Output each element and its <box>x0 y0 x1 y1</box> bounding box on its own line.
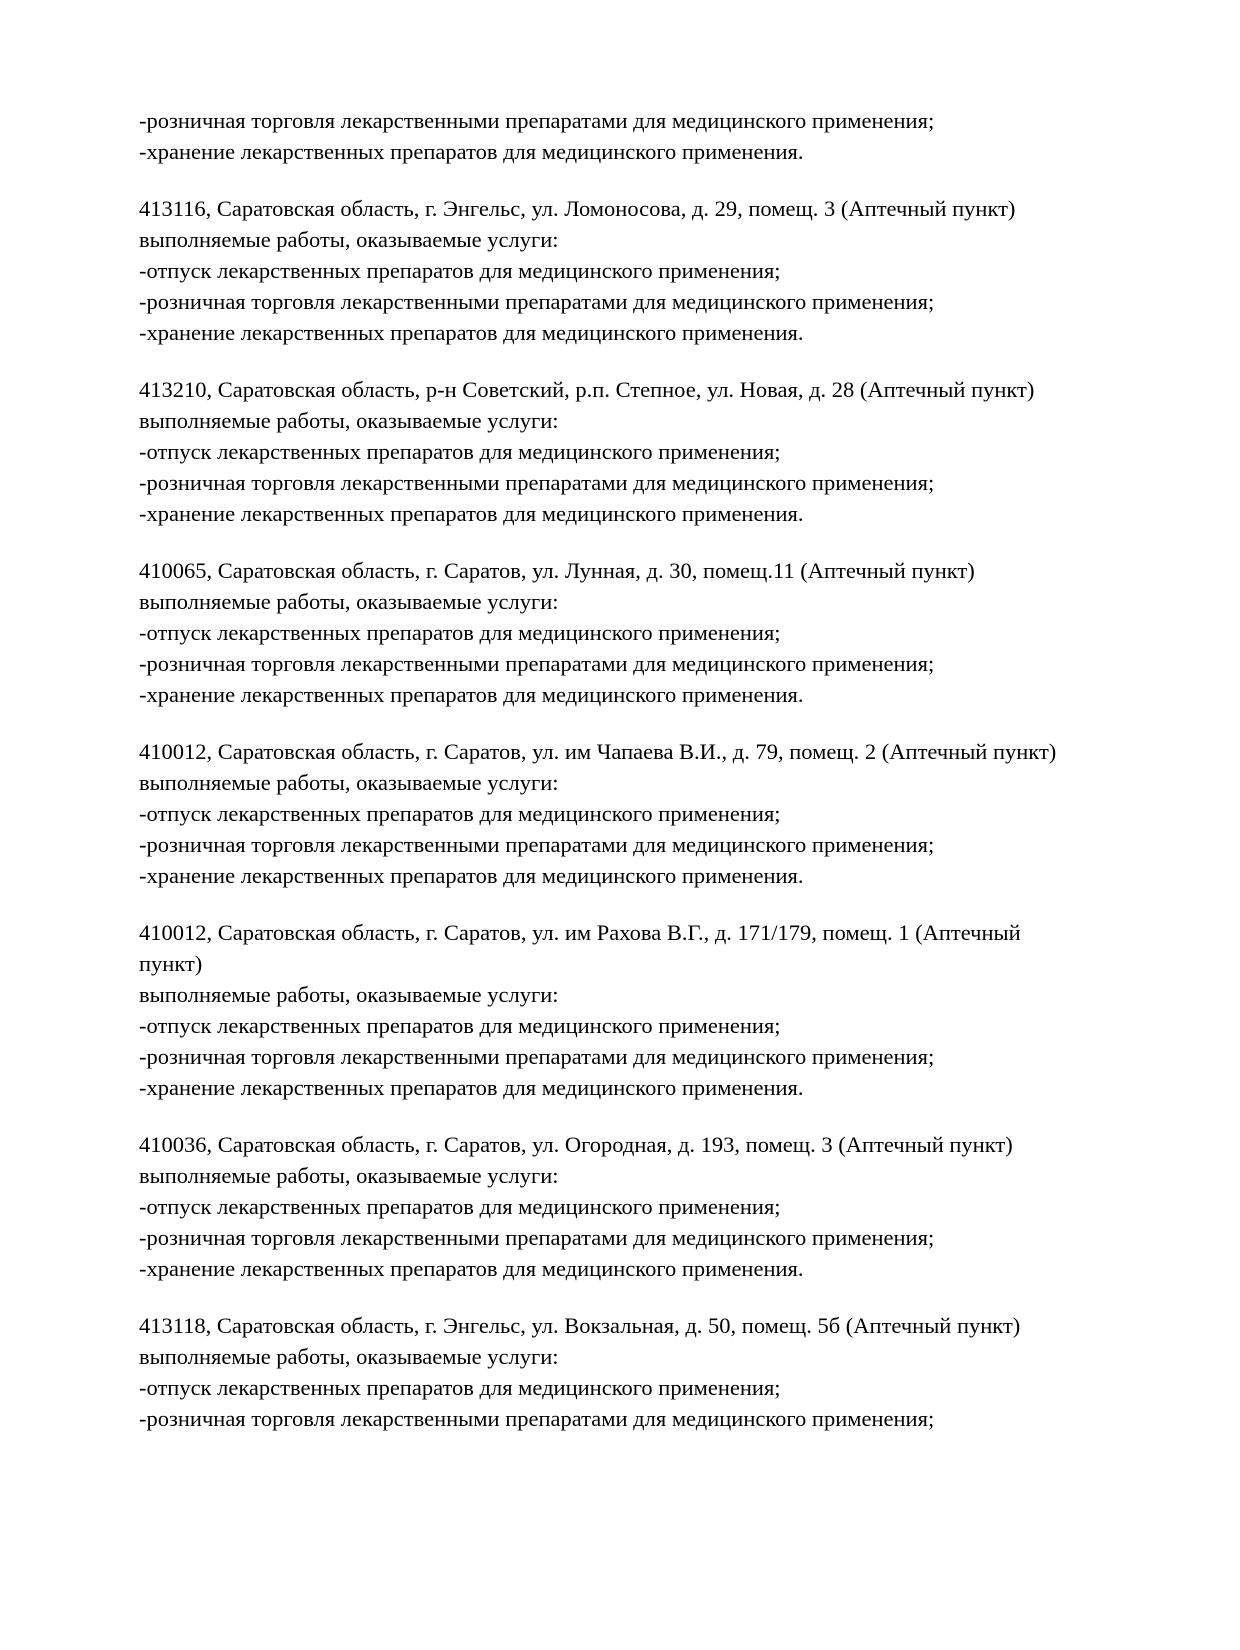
text-line: 410012, Саратовская область, г. Саратов, ул. им Чапаева В.И., д. 79, помещ. 2 (Аптечный пункт) <box>139 739 1057 764</box>
text-line: -розничная торговля лекарственными препаратами для медицинского применения; <box>139 1406 935 1431</box>
text-line: -розничная торговля лекарственными препаратами для медицинского применения; <box>139 1044 935 1069</box>
text-line: -хранение лекарственных препаратов для медицинского применения. <box>139 863 804 888</box>
text-line: 410065, Саратовская область, г. Саратов, ул. Лунная, д. 30, помещ.11 (Аптечный пункт) <box>139 558 975 583</box>
text-line: -хранение лекарственных препаратов для медицинского применения. <box>139 139 804 164</box>
text-line: -отпуск лекарственных препаратов для медицинского применения; <box>139 1375 781 1400</box>
entry-413210-stepnoe-novaya <box>139 374 1199 529</box>
text-line: -розничная торговля лекарственными препаратами для медицинского применения; <box>139 289 935 314</box>
text-line: -хранение лекарственных препаратов для медицинского применения. <box>139 1075 804 1100</box>
text-line: выполняемые работы, оказываемые услуги: <box>139 770 559 795</box>
entry-410036-saratov-ogorodnaya <box>139 1129 1199 1284</box>
text-line: -розничная торговля лекарственными препаратами для медицинского применения; <box>139 832 935 857</box>
entry-410012-saratov-chapaeva <box>139 736 1199 891</box>
text-line: пункт) <box>139 951 203 976</box>
text-line: -хранение лекарственных препаратов для медицинского применения. <box>139 1256 804 1281</box>
text-line: 413118, Саратовская область, г. Энгельс, ул. Вокзальная, д. 50, помещ. 5б (Аптечный пункт) <box>139 1313 1021 1338</box>
text-line: выполняемые работы, оказываемые услуги: <box>139 589 559 614</box>
text-line: выполняемые работы, оказываемые услуги: <box>139 982 559 1007</box>
text-line: выполняемые работы, оказываемые услуги: <box>139 227 559 252</box>
continuation-services <box>139 105 1199 167</box>
text-line: -отпуск лекарственных препаратов для медицинского применения; <box>139 1194 781 1219</box>
text-line: 413210, Саратовская область, р-н Советский, р.п. Степное, ул. Новая, д. 28 (Аптечный пункт) <box>139 377 1035 402</box>
text-line: -розничная торговля лекарственными препаратами для медицинского применения; <box>139 470 935 495</box>
license-text-body <box>139 105 1199 1434</box>
text-line: -отпуск лекарственных препаратов для медицинского применения; <box>139 1013 781 1038</box>
text-line: -розничная торговля лекарственными препаратами для медицинского применения; <box>139 651 935 676</box>
entry-413116-engels-lomonosova <box>139 193 1199 348</box>
entry-410012-saratov-rahova <box>139 917 1199 1103</box>
text-line: -розничная торговля лекарственными препаратами для медицинского применения; <box>139 1225 935 1250</box>
text-line: -отпуск лекарственных препаратов для медицинского применения; <box>139 439 781 464</box>
entry-410065-saratov-lunnaya <box>139 555 1199 710</box>
text-line: -отпуск лекарственных препаратов для медицинского применения; <box>139 258 781 283</box>
text-line: 413116, Саратовская область, г. Энгельс, ул. Ломоносова, д. 29, помещ. 3 (Аптечный пункт) <box>139 196 1016 221</box>
text-line: -хранение лекарственных препаратов для медицинского применения. <box>139 682 804 707</box>
text-line: 410012, Саратовская область, г. Саратов, ул. им Рахова В.Г., д. 171/179, помещ. 1 (Аптечный <box>139 920 1021 945</box>
text-line: выполняемые работы, оказываемые услуги: <box>139 408 559 433</box>
text-line: -розничная торговля лекарственными препаратами для медицинского применения; <box>139 108 935 133</box>
text-line: -хранение лекарственных препаратов для медицинского применения. <box>139 320 804 345</box>
text-line: выполняемые работы, оказываемые услуги: <box>139 1344 559 1369</box>
text-line: -отпуск лекарственных препаратов для медицинского применения; <box>139 620 781 645</box>
entry-413118-engels-vokzalnaya <box>139 1310 1199 1434</box>
text-line: выполняемые работы, оказываемые услуги: <box>139 1163 559 1188</box>
text-line: -хранение лекарственных препаратов для медицинского применения. <box>139 501 804 526</box>
text-line: 410036, Саратовская область, г. Саратов, ул. Огородная, д. 193, помещ. 3 (Аптечный пункт) <box>139 1132 1013 1157</box>
text-line: -отпуск лекарственных препаратов для медицинского применения; <box>139 801 781 826</box>
